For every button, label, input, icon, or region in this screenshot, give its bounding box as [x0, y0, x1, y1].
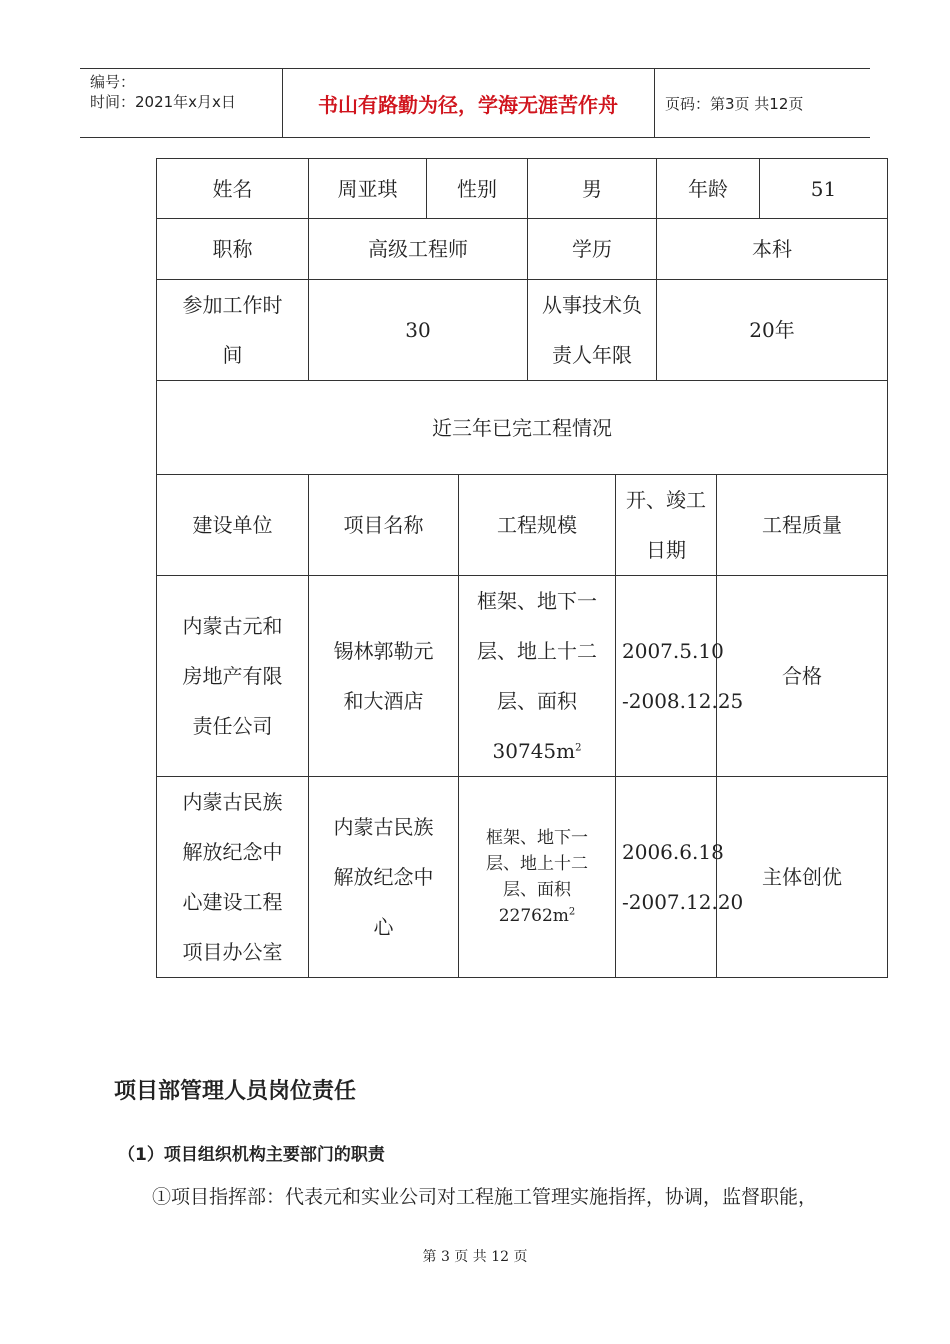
table-header-row: [157, 475, 888, 576]
col-scale: 工程规模: [459, 475, 616, 576]
gender-value: 男: [528, 159, 657, 219]
table-row: [157, 159, 888, 219]
engineer-info-table: [156, 158, 888, 978]
project-dates: 2006.6.18 -2007.12.20: [616, 777, 717, 978]
section-subheading: （1）项目组织机构主要部门的职责: [118, 1145, 385, 1165]
title-value: 高级工程师: [309, 219, 528, 280]
header-motto: 书山有路勤为径，学海无涯苦作舟: [282, 69, 655, 137]
col-quality: 工程质量: [717, 475, 888, 576]
tech-years-value: 20年: [657, 280, 888, 381]
title-label: 职称: [157, 219, 309, 280]
table-row: [157, 381, 888, 475]
table-row: [157, 576, 888, 777]
col-dates: 开、竣工 日期: [616, 475, 717, 576]
name-value: 周亚琪: [309, 159, 427, 219]
page-header: [80, 68, 870, 138]
project-unit: 内蒙古民族 解放纪念中 心建设工程 项目办公室: [157, 777, 309, 978]
age-value: 51: [760, 159, 888, 219]
name-label: 姓名: [157, 159, 309, 219]
body-paragraph: ①项目指挥部：代表元和实业公司对工程施工管理实施指挥，协调，监督职能，: [152, 1186, 818, 1208]
project-dates: 2007.5.10 -2008.12.25: [616, 576, 717, 777]
table-row: [157, 280, 888, 381]
header-meta: [80, 69, 283, 137]
table-row: [157, 219, 888, 280]
project-name: 锡林郭勒元 和大酒店: [309, 576, 459, 777]
section-title: 近三年已完工程情况: [157, 381, 888, 475]
age-label: 年龄: [657, 159, 760, 219]
tech-years-label: 从事技术负 责人年限: [528, 280, 657, 381]
section-heading: 项目部管理人员岗位责任: [114, 1079, 357, 1104]
project-name: 内蒙古民族 解放纪念中 心: [309, 777, 459, 978]
education-label: 学历: [528, 219, 657, 280]
work-start-label: 参加工作时 间: [157, 280, 309, 381]
date-line: 时间：2021年x月x日: [90, 93, 236, 111]
work-start-value: 30: [309, 280, 528, 381]
project-scale: 框架、地下一 层、地上十二 层、面积 $30745m^2$: [459, 576, 616, 777]
project-unit: 内蒙古元和 房地产有限 责任公司: [157, 576, 309, 777]
project-quality: 主体创优: [717, 777, 888, 978]
gender-label: 性别: [427, 159, 528, 219]
col-project-name: 项目名称: [309, 475, 459, 576]
header-page-info: 页码：第3页 共12页: [665, 94, 804, 113]
col-unit: 建设单位: [157, 475, 309, 576]
education-value: 本科: [657, 219, 888, 280]
project-quality: 合格: [717, 576, 888, 777]
page-footer: 第 3 页 共 12 页: [422, 1249, 528, 1265]
table-row: [157, 777, 888, 978]
serial-label: 编号：: [90, 73, 136, 91]
project-scale: 框架、地下一 层、地上十二 层、面积 $22762m^2$: [459, 777, 616, 978]
